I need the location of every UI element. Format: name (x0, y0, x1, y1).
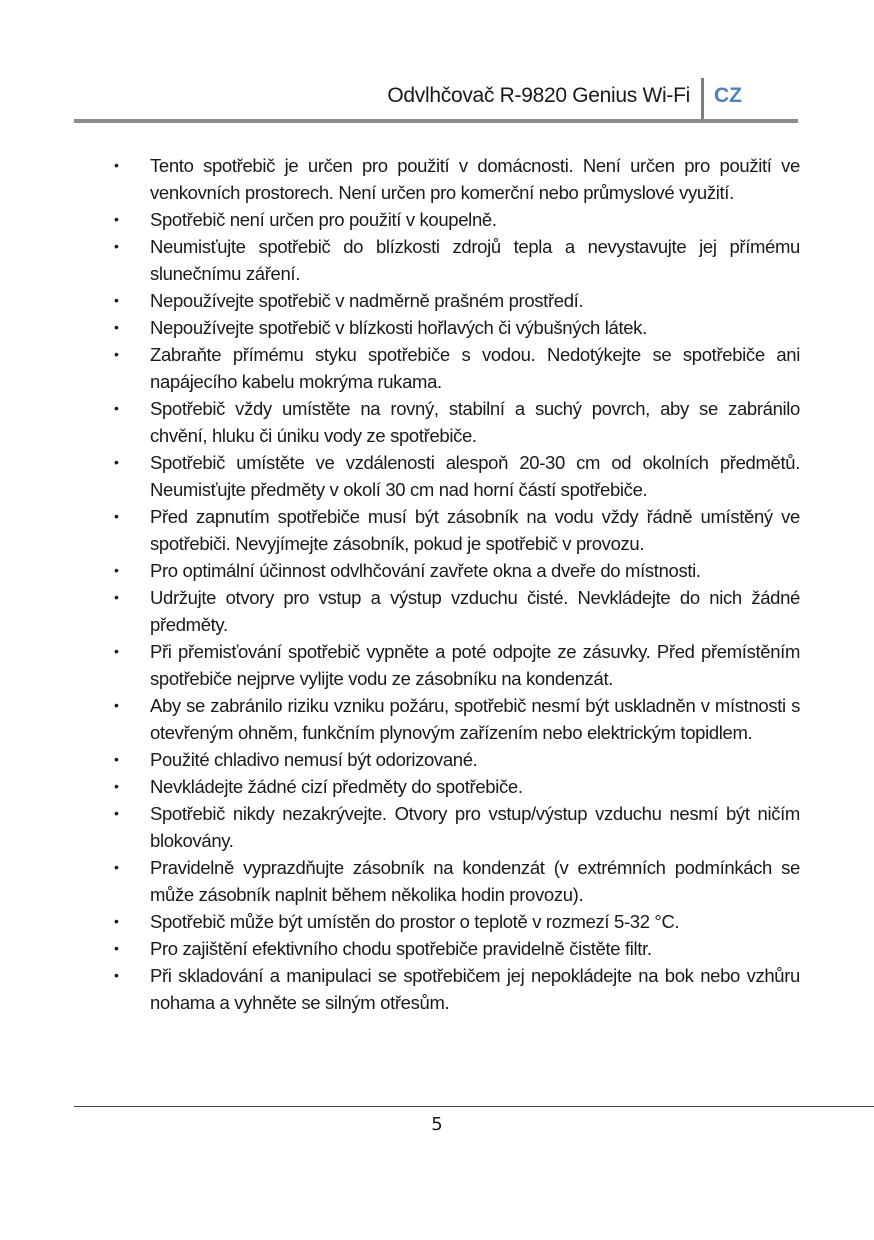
list-item-text: Nepoužívejte spotřebič v blízkosti hořlavých či výbušných látek. (150, 317, 647, 338)
list-item-text: Pravidelně vyprazdňujte zásobník na kondenzát (v extrémních podmínkách se může zásobník naplnit během několika hodin provozu). (150, 857, 800, 905)
header-rule (74, 119, 798, 123)
list-item-text: Neumisťujte spotřebič do blízkosti zdrojů tepla a nevystavujte jej přímému slunečnímu záření. (150, 236, 800, 284)
footer-rule (74, 1106, 874, 1107)
list-item (112, 935, 800, 962)
list-item (112, 908, 800, 935)
list-item-text: Spotřebič může být umístěn do prostor o teplotě v rozmezí 5-32 °C. (150, 911, 680, 932)
list-item-text: Spotřebič vždy umístěte na rovný, stabilní a suchý povrch, aby se zabránilo chvění, hluku či úniku vody ze spotřebiče. (150, 398, 800, 446)
list-item (112, 773, 800, 800)
bullet-icon: • (114, 346, 119, 362)
list-item-text: Zabraňte přímému styku spotřebiče s vodou. Nedotýkejte se spotřebiče ani napájecího kabelu mokrýma rukama. (150, 344, 800, 392)
bullet-icon: • (114, 454, 119, 470)
bullet-icon: • (114, 211, 119, 227)
list-item (112, 557, 800, 584)
list-item-text: Použité chladivo nemusí být odorizované. (150, 749, 478, 770)
list-item (112, 746, 800, 773)
list-item-text: Nevkládejte žádné cizí předměty do spotřebiče. (150, 776, 523, 797)
header-separator (701, 78, 704, 120)
list-item (112, 800, 800, 854)
bullet-icon: • (114, 913, 119, 929)
list-item (112, 206, 800, 233)
list-item (112, 854, 800, 908)
list-item (112, 584, 800, 638)
bullet-icon: • (114, 319, 119, 335)
bullet-icon: • (114, 238, 119, 254)
bullet-icon: • (114, 562, 119, 578)
document-title: Odvlhčovač R-9820 Genius Wi-Fi (387, 84, 690, 107)
list-item-text: Spotřebič není určen pro použití v koupelně. (150, 209, 497, 230)
list-item-text: Aby se zabránilo riziku vzniku požáru, spotřebič nesmí být uskladněn v místnosti s otevřeným ohněm, funkčním plynovým zařízením nebo elektrickým topidlem. (150, 695, 800, 743)
bullet-icon: • (114, 967, 119, 983)
bullet-icon: • (114, 157, 119, 173)
bullet-icon: • (114, 292, 119, 308)
list-item (112, 314, 800, 341)
list-item (112, 638, 800, 692)
list-item (112, 152, 800, 206)
bullet-icon: • (114, 643, 119, 659)
bullet-icon: • (114, 940, 119, 956)
safety-instructions-list (112, 152, 800, 1016)
list-item (112, 233, 800, 287)
list-item-text: Tento spotřebič je určen pro použití v domácnosti. Není určen pro použití ve venkovních prostorech. Není určen pro komerční nebo průmyslové využití. (150, 155, 800, 203)
list-item (112, 692, 800, 746)
page-number: 5 (431, 1114, 443, 1135)
bullet-icon: • (114, 805, 119, 821)
bullet-icon: • (114, 697, 119, 713)
bullet-icon: • (114, 751, 119, 767)
list-item-text: Pro zajištění efektivního chodu spotřebiče pravidelně čistěte filtr. (150, 938, 652, 959)
list-item-text: Spotřebič nikdy nezakrývejte. Otvory pro vstup/výstup vzduchu nesmí být ničím blokovány. (150, 803, 800, 851)
list-item (112, 503, 800, 557)
list-item-text: Nepoužívejte spotřebič v nadměrně prašném prostředí. (150, 290, 584, 311)
language-code: CZ (714, 84, 742, 107)
page-header (74, 78, 798, 118)
bullet-icon: • (114, 859, 119, 875)
list-item (112, 962, 800, 1016)
list-item-text: Pro optimální účinnost odvlhčování zavřete okna a dveře do místnosti. (150, 560, 701, 581)
list-item (112, 449, 800, 503)
list-item-text: Spotřebič umístěte ve vzdálenosti alespoň 20-30 cm od okolních předmětů. Neumisťujte předměty v okolí 30 cm nad horní částí spotřebiče. (150, 452, 800, 500)
bullet-icon: • (114, 400, 119, 416)
list-item-text: Při přemisťování spotřebič vypněte a poté odpojte ze zásuvky. Před přemístěním spotřebiče nejprve vylijte vodu ze zásobníku na kondenzát. (150, 641, 800, 689)
list-item-text: Udržujte otvory pro vstup a výstup vzduchu čisté. Nevkládejte do nich žádné předměty. (150, 587, 800, 635)
list-item (112, 287, 800, 314)
bullet-icon: • (114, 589, 119, 605)
list-item (112, 395, 800, 449)
list-item (112, 341, 800, 395)
bullet-icon: • (114, 508, 119, 524)
bullet-icon: • (114, 778, 119, 794)
list-item-text: Při skladování a manipulaci se spotřebičem jej nepokládejte na bok nebo vzhůru nohama a vyhněte se silným otřesům. (150, 965, 800, 1013)
list-item-text: Před zapnutím spotřebiče musí být zásobník na vodu vždy řádně umístěný ve spotřebiči. Nevyjímejte zásobník, pokud je spotřebič v provozu. (150, 506, 800, 554)
